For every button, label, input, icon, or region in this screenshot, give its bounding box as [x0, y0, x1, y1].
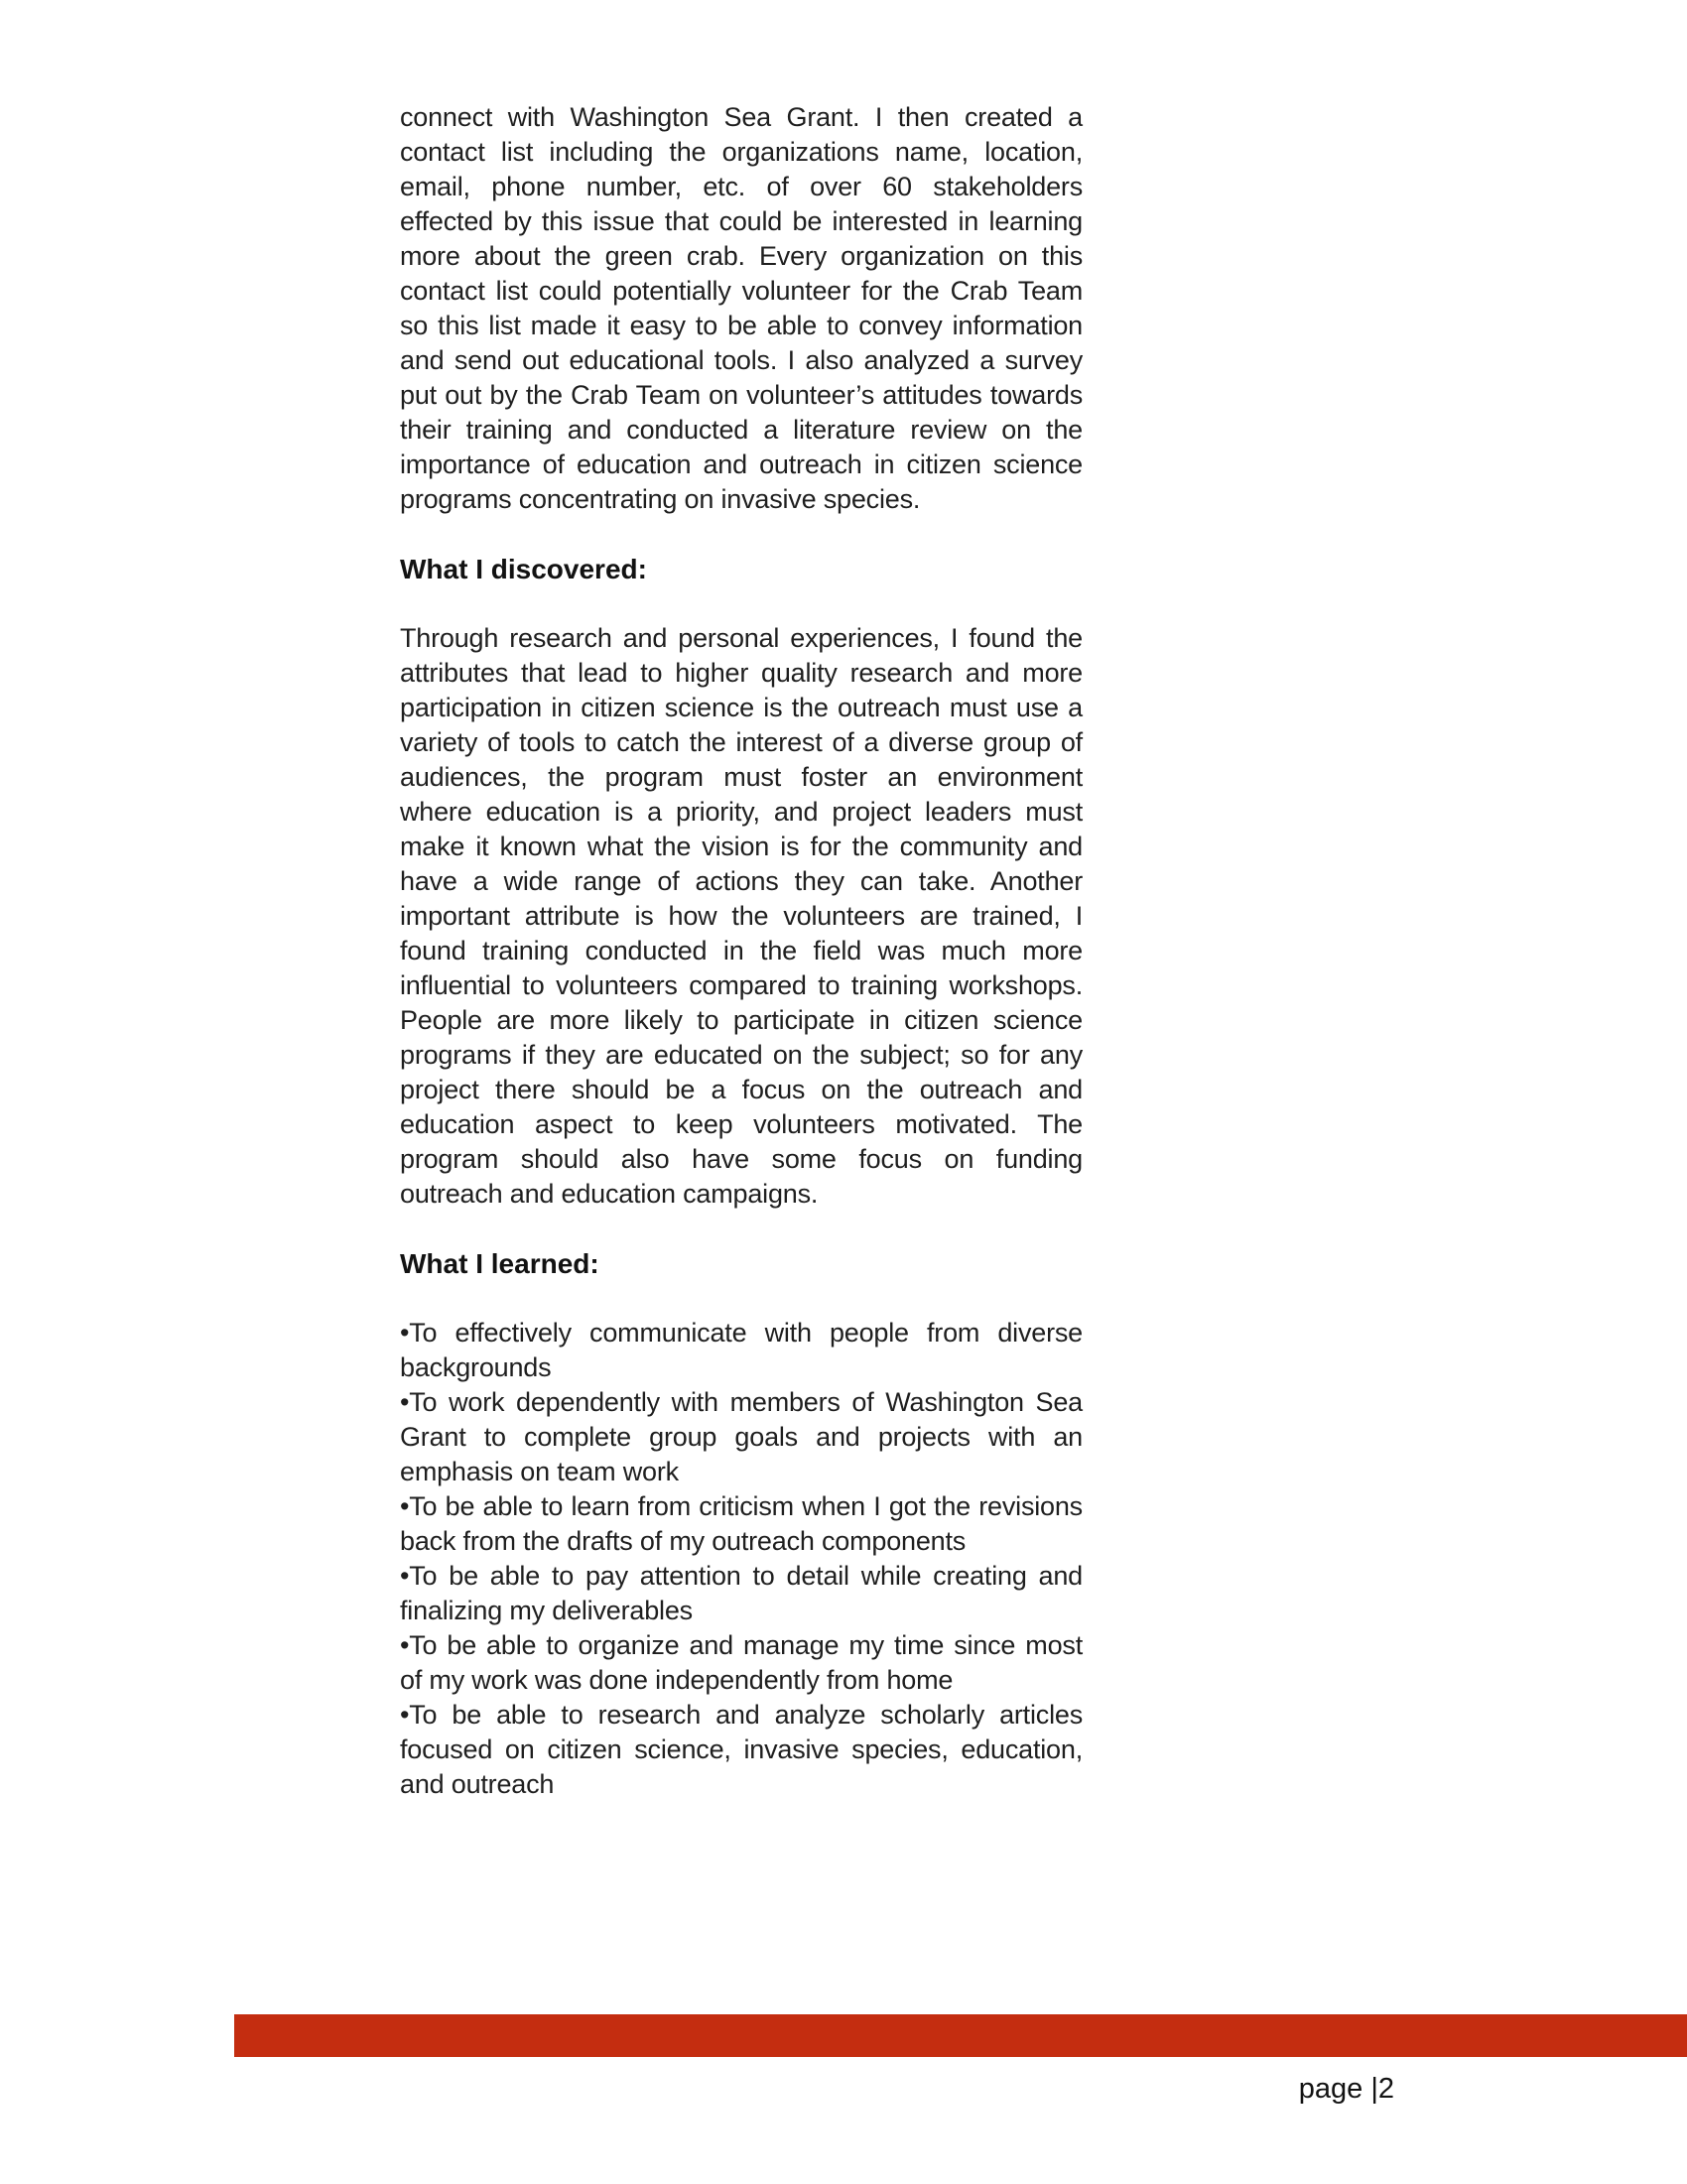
- learned-item-4: •To be able to pay attention to detail while creating and finalizing my deliverables: [400, 1561, 1083, 1625]
- learned-item-5: •To be able to organize and manage my time since most of my work was done independently from home: [400, 1630, 1083, 1695]
- body-text-column: [400, 100, 1083, 1802]
- paragraph-internship-activities: connect with Washington Sea Grant. I then created a contact list including the organizations name, location, email, phone number, etc. of over 60 stakeholders effected by this issue that could be interested in learning more about the green crab. Every organization on this contact list could potentially volunteer for the Crab Team so this list made it easy to be able to convey information and send out educational tools. I also analyzed a survey put out by the Crab Team on volunteer’s attitudes towards their training and conducted a literature review on the importance of education and outreach in citizen science programs concentrating on invasive species.: [400, 102, 1083, 514]
- learned-item-2: •To work dependently with members of Washington Sea Grant to complete group goals and projects with an emphasis on team work: [400, 1387, 1083, 1486]
- learned-item-3: •To be able to learn from criticism when I got the revisions back from the drafts of my outreach components: [400, 1491, 1083, 1556]
- learned-item-6: •To be able to research and analyze scholarly articles focused on citizen science, invasive species, education, and outreach: [400, 1700, 1083, 1799]
- paragraph-what-i-discovered: Through research and personal experiences, I found the attributes that lead to higher quality research and more participation in citizen science is the outreach must use a variety of tools to catch the interest of a diverse group of audiences, the program must foster an environment where education is a priority, and project leaders must make it known what the vision is for the community and have a wide range of actions they can take. Another important attribute is how the volunteers are trained, I found training conducted in the field was much more influential to volunteers compared to training workshops. People are more likely to participate in citizen science programs if they are educated on the subject; so for any project there should be a focus on the outreach and education aspect to keep volunteers motivated. The program should also have some focus on funding outreach and education campaigns.: [400, 623, 1083, 1209]
- heading-what-i-discovered: What I discovered:: [400, 554, 647, 584]
- page-number: page |2: [1298, 2073, 1394, 2105]
- learned-item-1: •To effectively communicate with people from diverse backgrounds: [400, 1318, 1083, 1382]
- heading-what-i-learned: What I learned:: [400, 1248, 599, 1279]
- footer-accent-bar: [234, 2014, 1687, 2057]
